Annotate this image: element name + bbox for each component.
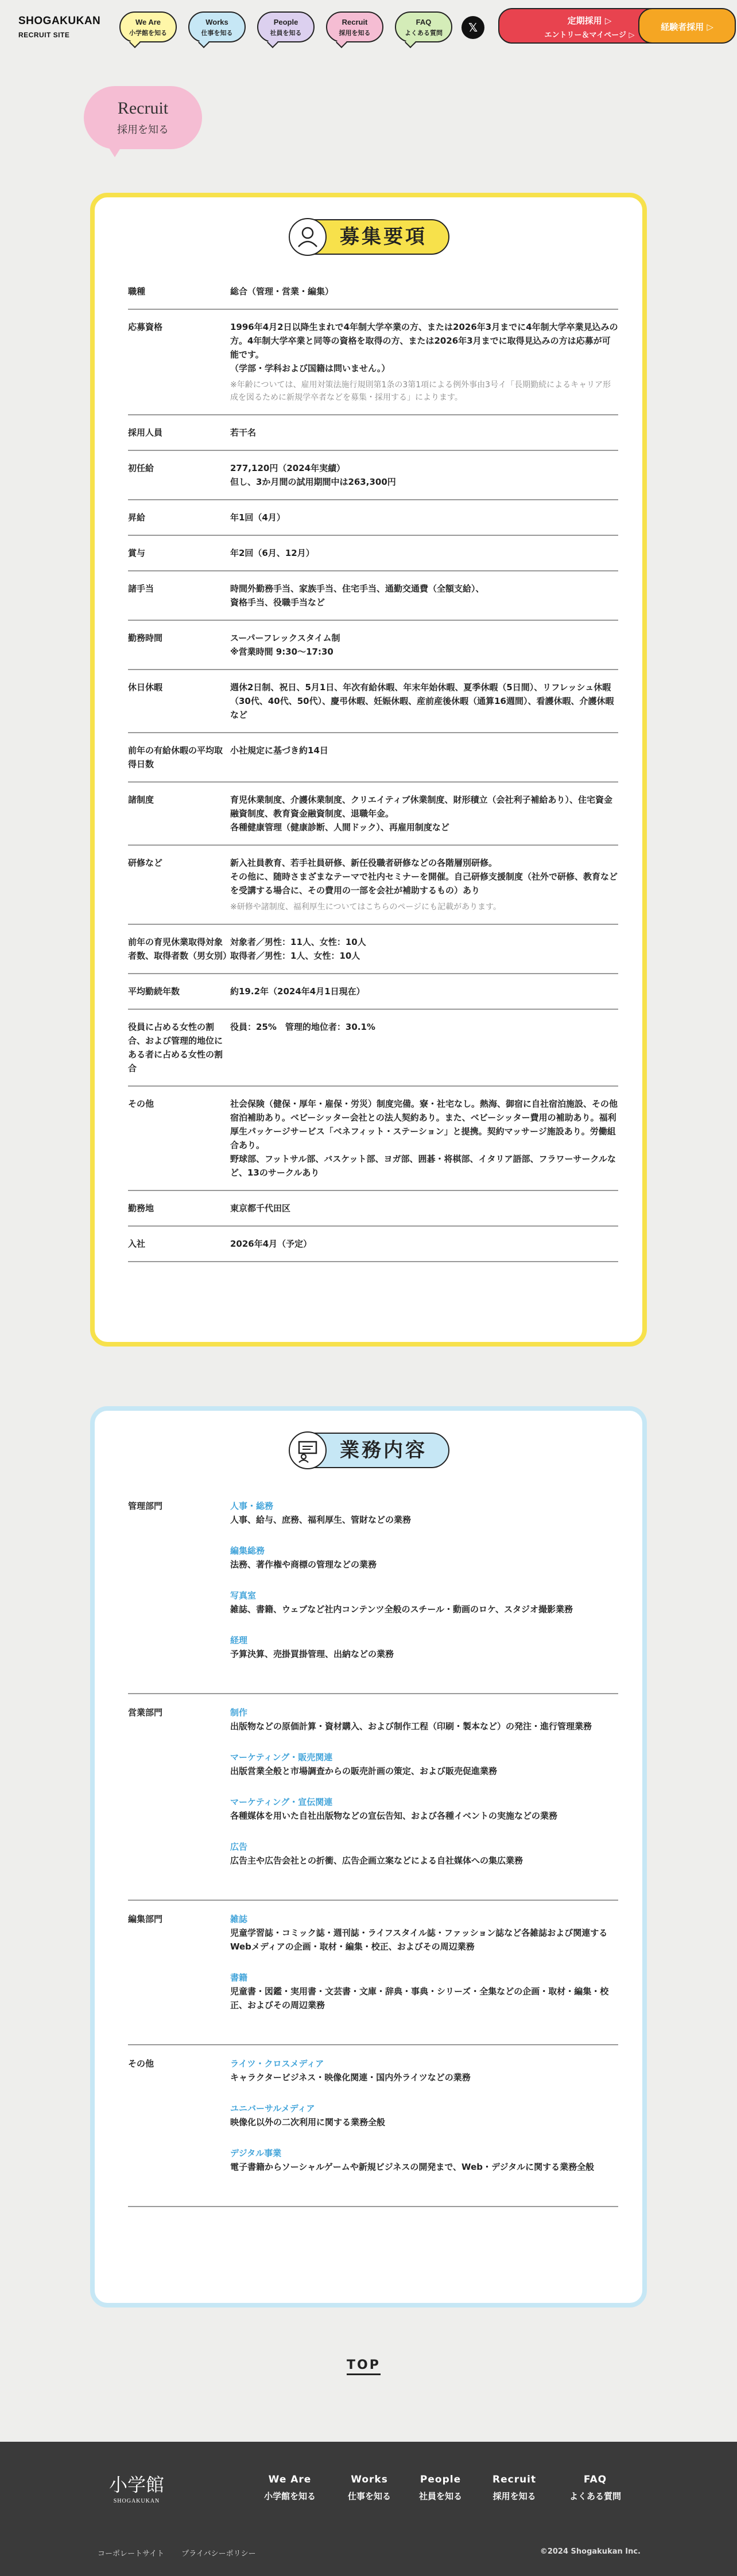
requirement-text: 役員：25% 管理的地位者：30.1%	[230, 1022, 375, 1032]
requirement-text: 1996年4月2日以降生まれで4年制大学卒業の方、または2026年3月までに4年制大学卒業見込みの方。4年制大学卒業と同等の資格を取得の方、または2026年3月までに取得見込みの方は応募が可能です。	[230, 322, 618, 360]
requirement-label: その他	[128, 1099, 154, 1109]
business-item-title: 人事・総務	[230, 1501, 274, 1511]
requirement-label: 賞与	[128, 548, 146, 558]
requirement-value	[230, 415, 618, 450]
requirement-text: 小社規定に基づき約14日	[230, 745, 328, 756]
nav-label-en: FAQ	[416, 18, 432, 26]
nav-label-jp: 社員を知る	[270, 29, 302, 37]
presentation-icon	[289, 1431, 327, 1469]
business-item	[230, 2057, 618, 2084]
business-group	[128, 2045, 618, 2207]
footer-nav-en: Works	[351, 2474, 388, 2485]
copyright: ©2024 Shogakukan Inc.	[540, 2547, 641, 2556]
business-group-label: 営業部門	[128, 1707, 163, 1718]
business-table	[128, 1488, 618, 2207]
business-group-items	[230, 1499, 618, 1661]
nav-recruit[interactable]	[326, 11, 383, 42]
footer-nav-en: FAQ	[583, 2474, 607, 2485]
business-item-description: 児童学習誌・コミック誌・週刊誌・ライフスタイル誌・ファッション誌など各雑誌および関連するWebメディアの企画・取材・編集・校正、およびその周辺業務	[230, 1928, 608, 1952]
nav-label-en: Recruit	[342, 18, 368, 26]
business-item	[230, 1795, 618, 1823]
nav-works[interactable]	[188, 11, 246, 42]
site-footer	[0, 2442, 737, 2576]
requirement-value	[230, 621, 618, 669]
requirement-label: 勤務地	[128, 1203, 154, 1213]
business-item-title: ライツ・クロスメディア	[230, 2059, 324, 2069]
requirement-note: ※年齢については、雇用対策法施行規則第1条の3第1項による例外事由3号イ「長期勤続によるキャリア形成を図るために新規学卒者などを募集・採用する」によります。	[230, 380, 611, 402]
footer-nav-en: People	[420, 2474, 461, 2485]
business-item-title: 経理	[230, 1635, 248, 1645]
business-section-title	[290, 1433, 449, 1468]
footer-nav-works[interactable]	[348, 2474, 391, 2502]
requirement-note: ※研修や諸制度、福利厚生についてはこちらのページにも記載があります。	[230, 902, 502, 912]
business-item-description: 児童書・図鑑・実用書・文芸書・文庫・辞典・事典・シリーズ・全集などの企画・取材・編集・校正、およびその周辺業務	[230, 1986, 609, 2010]
requirement-row	[128, 500, 618, 536]
requirement-row	[128, 310, 618, 415]
requirement-value	[230, 974, 618, 1009]
nav-people[interactable]	[257, 11, 315, 42]
site-header	[0, 0, 737, 57]
requirement-value	[230, 536, 618, 570]
footer-nav-en: We Are	[268, 2474, 312, 2485]
requirement-value	[230, 310, 618, 414]
requirement-label: 休日休暇	[128, 682, 163, 692]
footer-logo-en: SHOGAKUKAN	[113, 2498, 160, 2504]
requirement-label: 応募資格	[128, 322, 163, 332]
business-group-label: 編集部門	[128, 1914, 163, 1924]
business-group	[128, 1488, 618, 1694]
business-item	[230, 1706, 618, 1733]
business-title-text: 業務内容	[340, 1439, 427, 1462]
business-item	[230, 1544, 618, 1571]
business-item-title: 書籍	[230, 1972, 248, 1983]
business-item-description: 出版営業全般と市場調査からの販売計画の策定、および販売促進業務	[230, 1766, 498, 1776]
footer-logo-jp: 小学館	[109, 2474, 165, 2496]
nav-label-jp: よくある質問	[405, 29, 443, 37]
requirement-row	[128, 670, 618, 733]
logo-subtitle: RECRUIT SITE	[18, 31, 70, 39]
logo-title: SHOGAKUKAN	[18, 15, 101, 27]
requirement-row	[128, 846, 618, 925]
requirement-text: 若干名	[230, 427, 257, 438]
business-item-description: キャラクタービジネス・映像化関連・国内外ライツなどの業務	[230, 2072, 471, 2083]
requirement-row	[128, 974, 618, 1010]
business-item-title: 写真室	[230, 1590, 257, 1601]
requirement-value	[230, 1087, 618, 1190]
business-item-title: 制作	[230, 1707, 248, 1718]
requirement-value	[230, 500, 618, 535]
requirement-text: 資格手当、役職手当など	[230, 597, 325, 608]
requirement-label: 初任給	[128, 463, 154, 473]
business-item	[230, 1912, 618, 1954]
requirement-label: 前年の育児休業取得対象者数、取得者数（男女別）	[128, 937, 232, 961]
requirement-value	[230, 1191, 618, 1225]
requirement-text: 年2回（6月、12月）	[230, 548, 315, 558]
requirement-row	[128, 783, 618, 846]
business-group-label: 管理部門	[128, 1501, 163, 1511]
requirement-text: 但し、3か月間の試用期間中は263,300円	[230, 477, 396, 487]
business-group-items	[230, 1912, 618, 2012]
requirement-label: 研修など	[128, 858, 163, 868]
privacy-policy-link[interactable]: プライバシーポリシー	[181, 2550, 256, 2558]
nav-label-en: We Are	[135, 18, 161, 26]
footer-nav-jp: 採用を知る	[492, 2491, 536, 2501]
requirement-text: 277,120円（2024年実績）	[230, 463, 346, 473]
requirement-value	[230, 274, 618, 309]
business-item	[230, 1633, 618, 1661]
requirement-label: 採用人員	[128, 427, 163, 438]
nav-label-jp: 採用を知る	[339, 29, 371, 37]
requirement-row	[128, 451, 618, 500]
requirement-text: 総合（管理・営業・編集）	[230, 286, 334, 297]
footer-nav-faq[interactable]	[569, 2474, 621, 2502]
requirement-text: 約19.2年（2024年4月1日現在）	[230, 986, 365, 997]
footer-nav-recruit[interactable]	[492, 2474, 536, 2502]
business-item-description: 雑誌、書籍、ウェブなど社内コンテンツ全般のスチール・動画のロケ、スタジオ撮影業務	[230, 1604, 573, 1614]
footer-nav-en: Recruit	[492, 2474, 537, 2485]
requirement-row	[128, 733, 618, 783]
business-item-description: 人事、給与、庶務、福利厚生、管財などの業務	[230, 1515, 412, 1525]
requirement-value	[230, 571, 618, 620]
person-icon	[289, 218, 327, 256]
business-item	[230, 1750, 618, 1778]
requirement-value	[230, 925, 618, 973]
requirement-row	[128, 1087, 618, 1191]
business-item-title: 広告	[230, 1842, 248, 1852]
back-to-top-link[interactable]: TOP	[347, 2358, 381, 2375]
business-item-title: 雑誌	[230, 1914, 248, 1924]
nav-label-jp: 仕事を知る	[201, 29, 233, 37]
requirement-text: 取得者／男性：1人、女性：10人	[230, 951, 360, 961]
x-social-icon[interactable]: 𝕏	[461, 16, 484, 39]
requirement-label: 勤務時間	[128, 633, 163, 643]
footer-nav-jp: 社員を知る	[419, 2491, 463, 2501]
requirement-label: 諸手当	[128, 583, 154, 594]
business-item-title: 編集総務	[230, 1546, 265, 1556]
page-heading-jp: 採用を知る	[117, 124, 169, 136]
nav-label-en: Works	[205, 18, 228, 26]
footer-links	[98, 2547, 271, 2558]
business-item-title: ユニバーサルメディア	[230, 2103, 315, 2114]
business-item-title: デジタル事業	[230, 2148, 282, 2158]
business-group-items	[230, 1706, 618, 1867]
business-item	[230, 2102, 618, 2129]
business-item-description: 法務、著作権や商標の管理などの業務	[230, 1559, 377, 1570]
business-item-description: 電子書籍からソーシャルゲームや新規ビジネスの開発まで、Web・デジタルに関する業務全般	[230, 2162, 595, 2172]
requirement-value	[230, 846, 618, 924]
business-content-card	[90, 1406, 647, 2307]
footer-nav-jp: 仕事を知る	[348, 2491, 391, 2501]
footer-logo[interactable]	[109, 2470, 164, 2504]
requirement-text: 育児休業制度、介護休業制度、クリエイティブ休業制度、財形積立（会社利子補給あり）、住宅資金融資制度、教育資金融資制度、退職年金。	[230, 795, 613, 819]
requirement-text: ※営業時間 9:30〜17:30	[230, 647, 333, 657]
requirement-text: 2026年4月（予定）	[230, 1239, 312, 1249]
requirement-text: 時間外勤務手当、家族手当、住宅手当、通勤交通費（全額支給）、	[230, 583, 484, 594]
footer-nav-we-are[interactable]	[264, 2474, 316, 2502]
requirement-text: （学部・学科および国籍は問いません。）	[230, 363, 390, 373]
business-group	[128, 1901, 618, 2045]
requirement-text: 対象者／男性：11人、女性：10人	[230, 937, 366, 947]
business-item-description: 映像化以外の二次利用に関する業務全般	[230, 2117, 386, 2127]
business-item-description: 出版物などの原価計算・資材購入、および制作工程（印刷・製本など）の発注・進行管理業務	[230, 1721, 592, 1731]
business-item-title: マーケティング・販売関連	[230, 1752, 333, 1762]
requirement-value	[230, 1227, 618, 1261]
recruitment-section-title	[290, 219, 449, 255]
cta-label: 経験者採用 ▷	[661, 22, 713, 32]
requirement-row	[128, 1227, 618, 1262]
business-item	[230, 1589, 618, 1616]
requirement-row	[128, 536, 618, 571]
business-group-items	[230, 2057, 618, 2174]
requirement-value	[230, 451, 618, 499]
corporate-site-link[interactable]: コーポレートサイト	[98, 2550, 165, 2558]
requirement-label: 入社	[128, 1239, 146, 1249]
recruitment-requirements-card	[90, 193, 647, 1347]
cta-line1: 定期採用 ▷	[567, 15, 612, 26]
requirement-label: 諸制度	[128, 795, 154, 805]
business-item	[230, 1971, 618, 2012]
requirement-row	[128, 1191, 618, 1227]
requirement-row	[128, 274, 618, 310]
requirement-row	[128, 925, 618, 974]
site-logo[interactable]	[18, 15, 100, 39]
requirement-row	[128, 571, 618, 621]
requirement-label: 役員に占める女性の割合、および管理的地位にある者に占める女性の割合	[128, 1022, 223, 1073]
business-item	[230, 1499, 618, 1527]
business-item-title: マーケティング・宣伝関連	[230, 1797, 333, 1807]
requirement-value	[230, 670, 618, 732]
requirement-text: 東京都千代田区	[230, 1203, 291, 1213]
nav-label-jp: 小学館を知る	[129, 29, 167, 37]
business-group	[128, 1694, 618, 1901]
requirements-table	[128, 274, 618, 1262]
requirement-text: 週休2日制、祝日、5月1日、年次有給休暇、年末年始休暇、夏季休暇（5日間）、リフレッシュ休暇（30代、40代、50代）、慶弔休暇、妊娠休暇、産前産後休暇（通算16週間）、看護休暇、介護休暇など	[230, 682, 614, 720]
footer-nav-people[interactable]	[419, 2474, 462, 2502]
requirement-row	[128, 415, 618, 451]
requirement-label: 昇給	[128, 512, 146, 523]
requirement-text: スーパーフレックスタイム制	[230, 633, 340, 643]
business-group-label: その他	[128, 2059, 154, 2069]
requirement-value	[230, 733, 618, 781]
recruitment-title-text: 募集要項	[340, 225, 427, 248]
nav-faq[interactable]	[395, 11, 452, 42]
business-item-description: 予算決算、売掛買掛管理、出納などの業務	[230, 1649, 394, 1659]
requirement-value	[230, 1010, 618, 1085]
requirement-text: 社会保険（健保・厚年・雇保・労災）制度完備。寮・社宅なし。熱海、御宿に自社宿泊施設、その他宿泊補助あり。ベビーシッター会社との法人契約あり。また、ベビーシッター費用の補助あり。福利厚生パッケージサービス「ベネフィット・ステーション」と提携。契約マッサージ施設あり。労働組合あり。	[230, 1099, 618, 1150]
requirement-label: 前年の有給休暇の平均取得日数	[128, 745, 223, 769]
business-item	[230, 1840, 618, 1867]
requirement-text: その他に、随時さまざまなテーマで社内セミナーを開催。自己研修支援制度（社外で研修、教育などを受講する場合に、その費用の一部を会社が補助するもの）あり	[230, 871, 618, 896]
requirement-row	[128, 621, 618, 670]
page-heading-bubble	[84, 86, 202, 149]
requirement-text: 野球部、フットサル部、バスケット部、ヨガ部、囲碁・将棋部、イタリア語部、フラワーサークルなど、13のサークルあり	[230, 1154, 616, 1178]
footer-nav-jp: 小学館を知る	[264, 2491, 316, 2501]
footer-nav-jp: よくある質問	[569, 2491, 622, 2501]
requirement-label: 平均勤続年数	[128, 986, 180, 997]
page-heading-en: Recruit	[117, 99, 169, 118]
requirement-text: 年1回（4月）	[230, 512, 285, 523]
business-item-description: 広告主や広告会社との折衝、広告企画立案などによる自社媒体への集広業務	[230, 1855, 523, 1866]
requirement-row	[128, 1010, 618, 1087]
requirement-value	[230, 783, 618, 845]
cta-line2: エントリー＆マイページ ▷	[544, 31, 635, 40]
business-item	[230, 2146, 618, 2174]
requirement-text: 新入社員教育、若手社員研修、新任役職者研修などの各階層別研修。	[230, 858, 498, 868]
experienced-hire-button[interactable]	[638, 8, 736, 44]
requirement-text: 各種健康管理（健康診断、人間ドック）、再雇用制度など	[230, 822, 449, 832]
nav-we-are[interactable]	[119, 11, 177, 42]
nav-label-en: People	[273, 18, 298, 26]
business-item-description: 各種媒体を用いた自社出版物などの宣伝告知、および各種イベントの実施などの業務	[230, 1811, 558, 1821]
requirement-label: 職種	[128, 286, 146, 297]
